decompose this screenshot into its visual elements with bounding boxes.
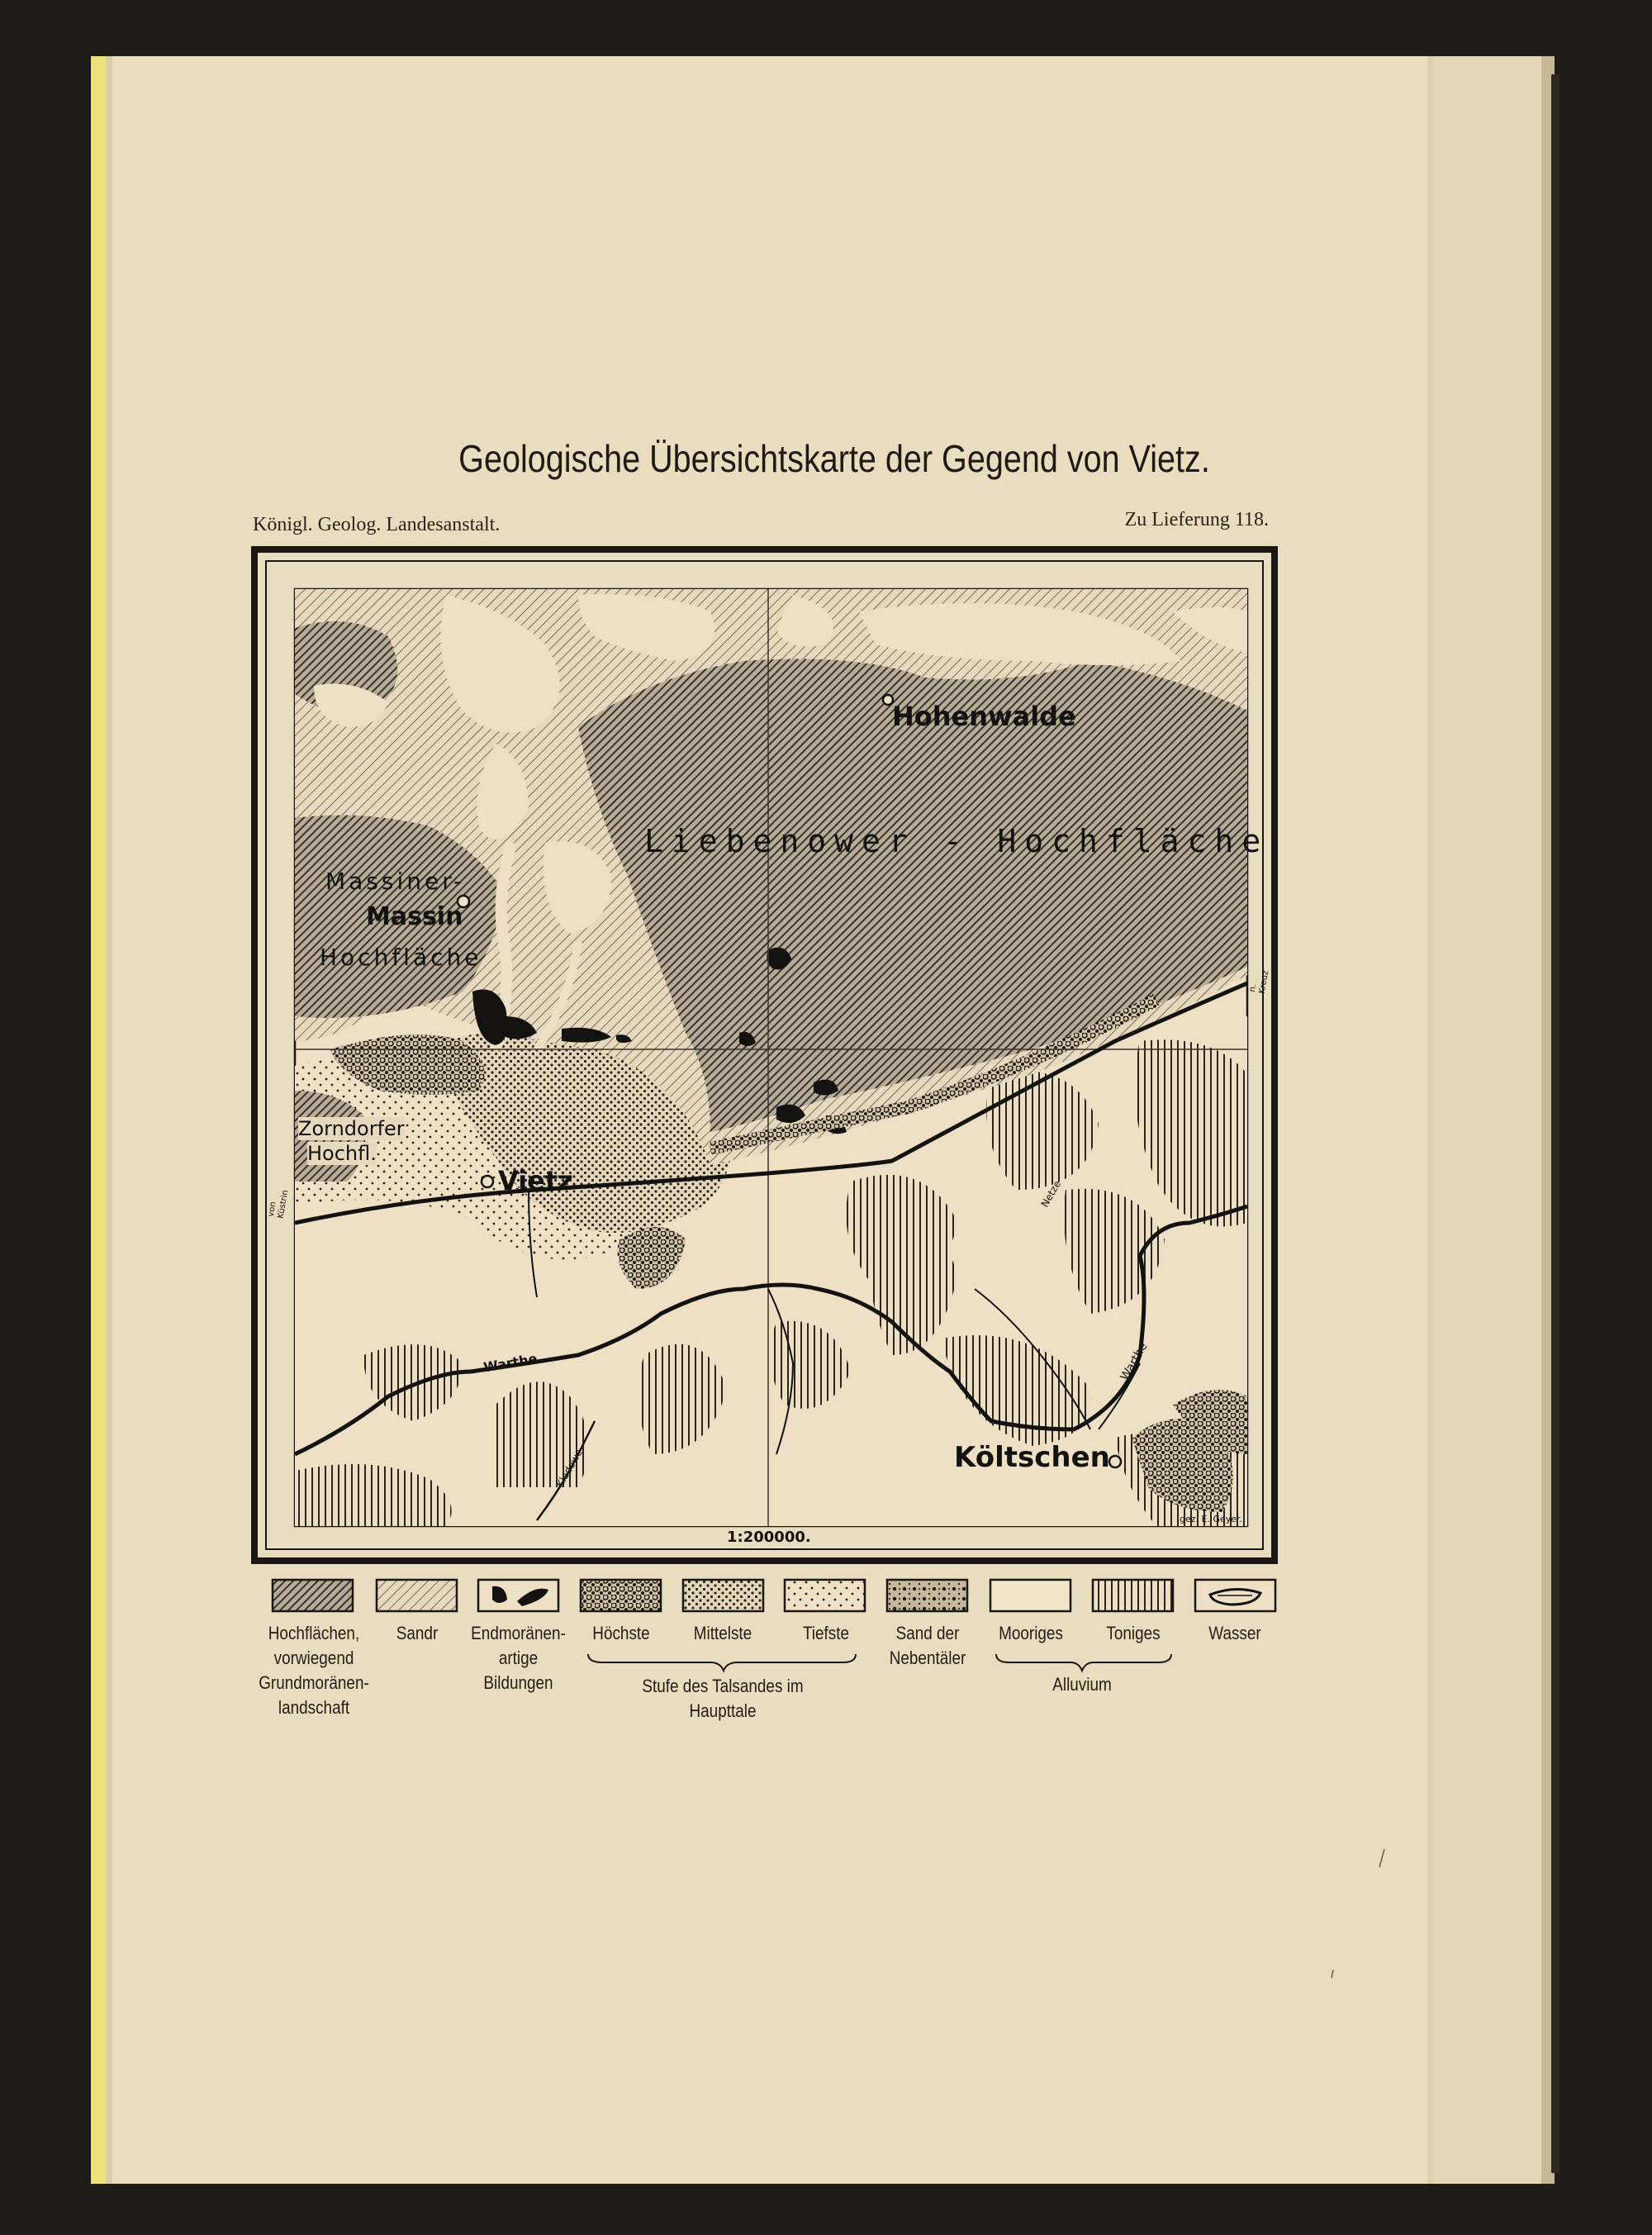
label-vietz: Vietz [498, 1165, 573, 1196]
legend-label-wasser: Wasser [1208, 1623, 1261, 1643]
legend-label-nebentaeler: Sand der Nebentäler [889, 1623, 966, 1668]
legend-swatch-hochflaechen [273, 1580, 353, 1611]
label-warthe-west: Warthe [482, 1350, 539, 1376]
koeltschen-marker [1109, 1456, 1121, 1467]
legend-label-toniges: Toniges [1106, 1623, 1161, 1643]
page-title: Geologische Übersichtskarte der Gegend von Vietz. [458, 437, 1210, 480]
legend-label-tiefste: Tiefste [802, 1623, 850, 1643]
legend-group-talsand: Stufe des Talsandes im Haupttale [642, 1676, 804, 1721]
legend-swatch-mittelste [683, 1580, 763, 1611]
map-scale: 1:200000. [727, 1529, 811, 1546]
legend-swatch-endmoraenen [478, 1580, 558, 1611]
label-kladowe: Kladowe [553, 1447, 586, 1490]
legend-swatch-mooriges [990, 1580, 1070, 1611]
legend-swatch-tiefste [785, 1580, 865, 1611]
label-nach-kustrin: von Küstrin [266, 1189, 291, 1220]
label-massin-hochflaeche: Hochfläche [320, 944, 482, 971]
label-hohenwalde: Hohenwalde [892, 701, 1076, 732]
label-koeltschen: Költschen [954, 1441, 1110, 1474]
label-massin: Massin [366, 902, 463, 931]
label-zorndorfer: Zorndorfer [298, 1117, 405, 1140]
map-credit: gez. E. Geyer. [1180, 1514, 1243, 1524]
legend-label-hoechste: Höchste [592, 1623, 650, 1643]
legend-label-mittelste: Mittelste [693, 1623, 752, 1643]
legend-group-alluvium: Alluvium [1052, 1674, 1112, 1695]
legend-swatch-sandr [377, 1580, 457, 1611]
label-liebenower: Liebenower - Hochfläche [644, 823, 1270, 859]
legend-swatch-hoechste [581, 1580, 661, 1611]
legend-label-sandr: Sandr [396, 1623, 439, 1643]
legend-label-mooriges: Mooriges [999, 1623, 1063, 1643]
label-warthe-east: Warthe [1118, 1340, 1151, 1383]
legend-label-endmoraenen: Endmoränen-artige Bildungen [471, 1623, 566, 1693]
vietz-marker [482, 1176, 493, 1187]
legend-label-hochflaechen: Hochflächen, vorwiegend Grundmoränen-landschaft [259, 1623, 369, 1718]
publisher-label: Königl. Geolog. Landesanstalt. [253, 514, 501, 535]
label-netze: Netze [1038, 1178, 1064, 1210]
label-massiner: Massiner- [325, 868, 466, 895]
legend-swatch-nebentaeler [887, 1580, 967, 1611]
legend-swatch-toniges [1093, 1580, 1173, 1611]
label-nach-kreuz: n. Kreuz [1247, 969, 1271, 995]
delivery-label: Zu Lieferung 118. [1124, 509, 1269, 530]
label-zorndorfer-hochfl: Hochfl. [307, 1142, 377, 1165]
